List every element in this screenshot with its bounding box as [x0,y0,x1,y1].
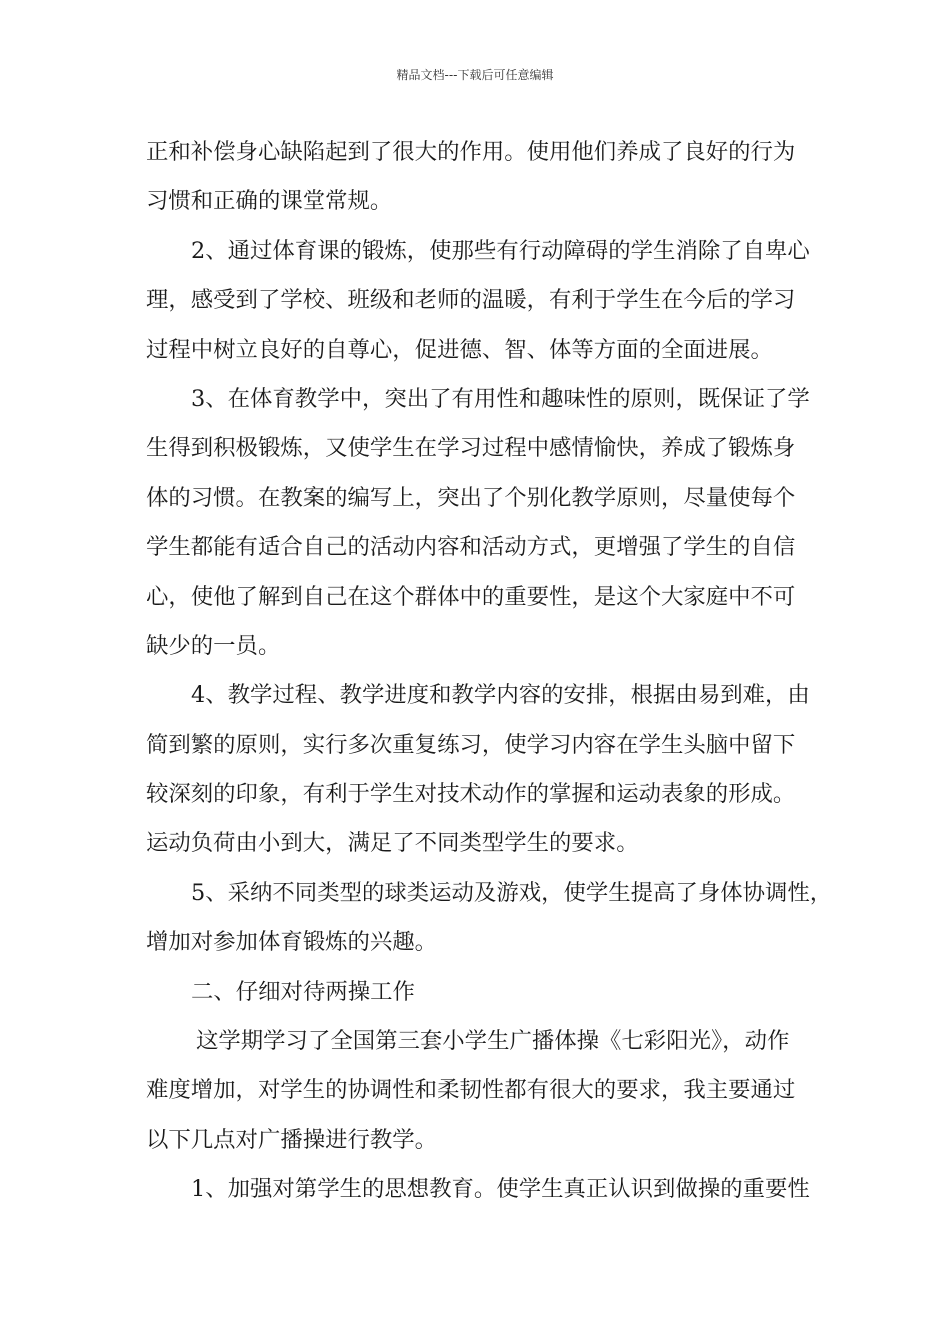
text-line: 缺少的一员。 [146,632,281,659]
text-line: 习惯和正确的课堂常规。 [146,188,393,215]
paragraph-start-line: 4、教学过程、教学进度和教学内容的安排，根据由易到难，由 [191,682,810,709]
text-line: 生得到积极锻炼，又使学生在学习过程中感情愉快，养成了锻炼身 [146,435,796,462]
section-heading: 二、仔细对待两操工作 [191,978,415,1005]
page-header: 精品文档---下载后可任意编辑 [396,68,554,82]
text-line: 较深刻的印象，有利于学生对技术动作的掌握和运动表象的形成。 [146,781,796,808]
text-line: 正和补偿身心缺陷起到了很大的作用。使用他们养成了良好的行为 [146,139,796,165]
text-line: 运动负荷由小到大，满足了不同类型学生的要求。 [146,830,639,857]
text-line: 以下几点对广播操进行教学。 [146,1126,438,1153]
paragraph-start-line: 5、采纳不同类型的球类运动及游戏，使学生提高了身体协调性， [191,879,833,906]
text-line: 难度增加，对学生的协调性和柔韧性都有很大的要求，我主要通过 [146,1077,796,1104]
text-line: 体的习惯。在教案的编写上，突出了个别化教学原则，尽量使每个 [146,484,796,511]
paragraph-start-line: 3、在体育教学中，突出了有用性和趣味性的原则，既保证了学 [191,385,810,412]
paragraph-start-line: 这学期学习了全国第三套小学生广播体操《七彩阳光》，动作 [196,1028,790,1055]
document-body [146,128,833,1215]
text-line: 增加对参加体育锻炼的兴趣。 [146,929,438,956]
text-line: 学生都能有适合自己的活动内容和活动方式，更增强了学生的自信 [146,534,796,561]
text-line: 简到繁的原则，实行多次重复练习，使学习内容在学生头脑中留下 [146,731,796,758]
text-line: 过程中树立良好的自尊心，促进德、智、体等方面的全面进展。 [146,336,773,363]
text-line: 理，感受到了学校、班级和老师的温暖，有利于学生在今后的学习 [146,287,796,314]
paragraph-start-line: 2、通过体育课的锻炼，使那些有行动障碍的学生消除了自卑心 [191,237,810,264]
text-line: 心，使他了解到自己在这个群体中的重要性，是这个大家庭中不可 [146,583,796,610]
paragraph-start-line: 1、加强对第学生的思想教育。使学生真正认识到做操的重要性 [191,1176,810,1203]
